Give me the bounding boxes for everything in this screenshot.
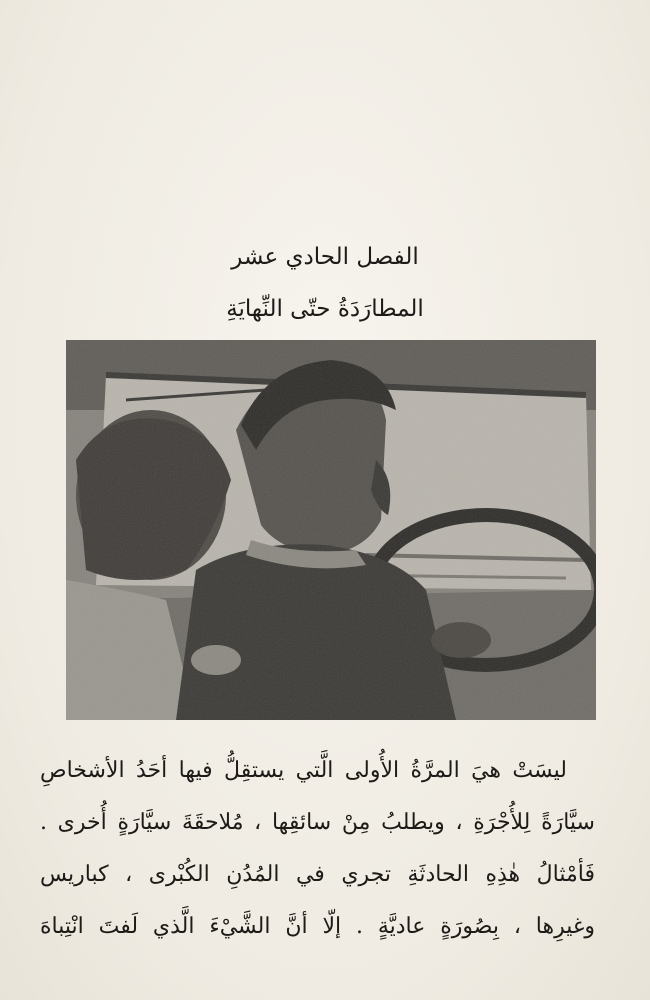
illustration-drawing — [66, 340, 596, 720]
body-paragraph — [40, 745, 595, 953]
body-line: ليسَتْ هيَ المرَّةُ الأُولى الَّتي يستقِلُّ فيها أحَدُ الأشخاصِ — [40, 758, 567, 783]
chapter-subtitle: المطارَدَةُ حتّى النِّهايَةِ — [226, 296, 424, 322]
body-line: سيَّارَةً لِلأُجْرَةِ ، ويطلبُ مِنْ سائقِها ، مُلاحقَةَ سيَّارَةٍ أُخرى . — [40, 810, 595, 835]
body-line: فَأمْثالُ هٰذِهِ الحادثَةِ تجري في المُدُنِ الكُبْرى ، كباريس — [40, 862, 595, 887]
body-line: وغيرِها ، بِصُورَةٍ عاديَّةٍ . إلّا أنَّ الشَّيْءَ الَّذي لَفتَ انْتِباهَ — [40, 914, 595, 939]
print-grain — [66, 340, 596, 720]
car-interior-illustration — [66, 340, 596, 720]
chapter-title: الفصل الحادي عشر — [231, 244, 419, 270]
